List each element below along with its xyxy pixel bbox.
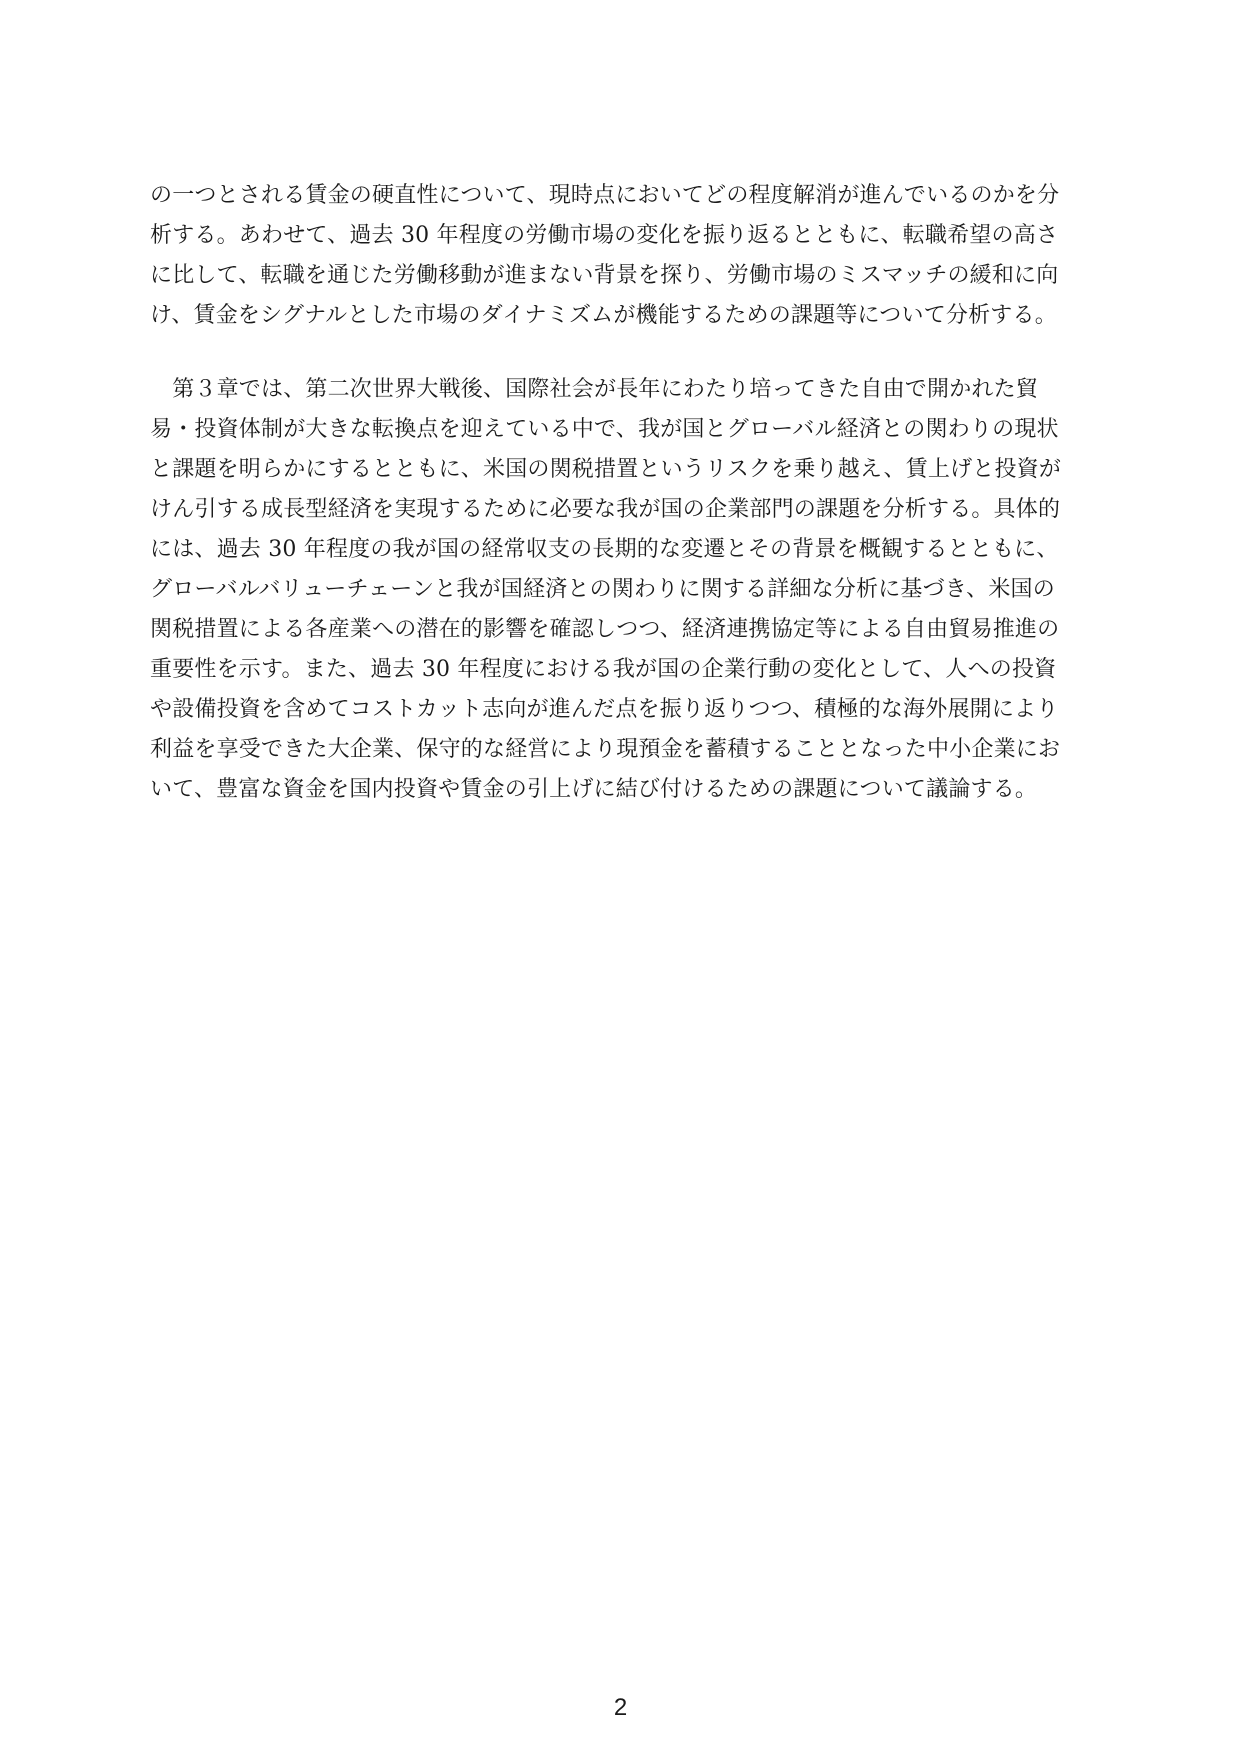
text-line: 利益を享受できた大企業、保守的な経営により現預金を蓄積することとなった中小企業にお <box>150 737 1061 762</box>
text-line: 易・投資体制が大きな転換点を迎えている中で、我が国とグローバル経済との関わりの現状 <box>150 417 1059 442</box>
page-body <box>150 176 1090 810</box>
text-line: 第３章では、第二次世界大戦後、国際社会が長年にわたり培ってきた自由で開かれた貿 <box>150 377 1039 402</box>
text-line: グローバルバリューチェーンと我が国経済との関わりに関する詳細な分析に基づき、米国の <box>150 577 1055 602</box>
text-line: 析する。あわせて、過去 30 年程度の労働市場の変化を振り返るとともに、転職希望の高さ <box>150 223 1059 248</box>
text-line: には、過去 30 年程度の我が国の経常収支の長期的な変遷とその背景を概観するとともに、 <box>150 537 1059 562</box>
text-line: けん引する成長型経済を実現するために必要な我が国の企業部門の課題を分析する。具体的 <box>150 497 1061 522</box>
text-line: や設備投資を含めてコストカット志向が進んだ点を振り返りつつ、積極的な海外展開により <box>150 697 1059 722</box>
paragraph-2 <box>150 370 1090 810</box>
text-line: いて、豊富な資金を国内投資や賃金の引上げに結び付けるための課題について議論する。 <box>150 777 1038 802</box>
text-line: 関税措置による各産業への潜在的影響を確認しつつ、経済連携協定等による自由貿易推進の <box>150 617 1060 642</box>
text-line: と課題を明らかにするとともに、米国の関税措置というリスクを乗り越え、賃上げと投資が <box>150 457 1062 482</box>
text-line: に比して、転職を通じた労働移動が進まない背景を探り、労働市場のミスマッチの緩和に向 <box>150 263 1059 288</box>
text-line: の一つとされる賃金の硬直性について、現時点においてどの程度解消が進んでいるのかを分 <box>150 183 1060 208</box>
text-line: 重要性を示す。また、過去 30 年程度における我が国の企業行動の変化として、人への投資 <box>150 657 1057 682</box>
text-line: け、賃金をシグナルとした市場のダイナミズムが機能するための課題等について分析する。 <box>150 303 1057 328</box>
page-number: 2 <box>613 1694 628 1721</box>
paragraph-1 <box>150 176 1090 336</box>
paragraph-spacer <box>150 336 1090 370</box>
